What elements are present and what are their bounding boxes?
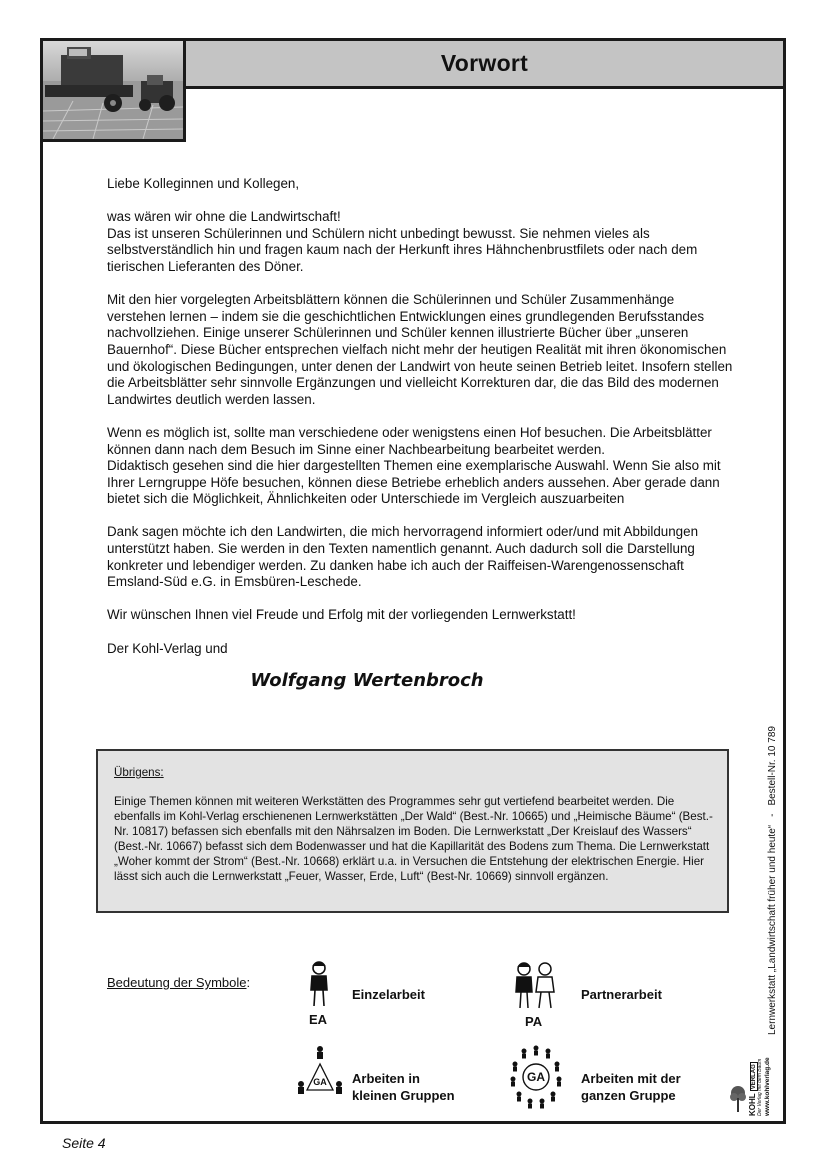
author-signature: Wolfgang Wertenbroch — [250, 670, 484, 691]
paragraph: Der Kohl-Verlag und — [107, 640, 228, 656]
pa-label: Partnerarbeit — [581, 987, 662, 1002]
page-number: Seite 4 — [62, 1135, 106, 1151]
note-text: Einige Themen können mit weiteren Werkstätten des Programmes sehr gut vertiefend bearbeitet werden. Die ebenfalls im Kohl-Verlag erschienenen Lernwerkstätten „Der Wald“ (Best.-Nr. 10665) und „Heimische Bäume“ (Best.-Nr. 10817) befassen sich ebenfalls mit den Nährsalzen im Boden. Die Lernwerkstatt „Der Kreislauf des Wassers“ (Best.-Nr. 10667) befasst sich dem Bodenwasser und hat die Kapillarität des Bodens zum Thema. Die Lernwerkstatt „Woher kommt der Strom“ (Best.-Nr. 10668) erklärt u.a. in Versuchen die Entstehung der elektrischen Energie. Hier lässt sich auch die Lernwerkstatt „Feuer, Wasser, Erde, Luft“ (Best-Nr. 10669) sinnvoll ergänzen. — [114, 795, 713, 883]
paragraph: Dank sagen möchte ich den Landwirten, die mich hervorragend informiert oder/und mit Abbildungen unterstützt haben. Sie werden in den Texten namentlich genannt. Auch dadurch soll die Darstellung konkreter und lebendiger werden. Zu danken habe ich auch der Raiffeisen-Warengenossenschaft Emsland-Süd e.G. in Emsbüren-Leschede. — [107, 524, 699, 590]
paragraph: Mit den hier vorgelegten Arbeitsblättern können die Schülerinnen und Schüler Zusammenhänge verstehen lernen – indem sie die geschichtlichen Entwicklungen eines grundlegenden Berufsstandes nachvollziehen. Einige unserer Schülerinnen und Schüler kennen illustrierte Bücher über „unseren Bauernhof“. Diese Bücher entsprechen vielfach nicht mehr der heutigen Realität mit ihren ökonomischen und ökologischen Bedingungen, unter denen der Landwirt von heute seinen Betrieb leitet. Insofern stellen die Arbeitsblätter sehr sinnvolle Ergänzungen und vielleicht Korrekturen dar, die das Bild des modernen Landwirtes deutlich werden lassen. — [107, 292, 733, 407]
publisher-url: www.kohlverlag.de — [764, 1057, 771, 1116]
side-caption: Lernwerkstatt „Landwirtschaft früher und heute“-Bestell-Nr. 10 789 — [767, 726, 778, 1035]
publisher-slogan: Der Verlag mit dem Baum — [757, 1058, 763, 1116]
small-group-abbr: GA — [313, 1077, 327, 1087]
paragraph: Wenn es möglich ist, sollte man verschiedene oder wenigstens einen Hof besuchen. Die Arbeitsblätter können dann nach dem Besuch im Sinne einer Nachbearbeitung bearbeitet werden. Didaktisch gesehen sind die hier dargestellten Themen eine exemplarische Auswahl. Wenn Sie also mit Ihrer Lerngruppe Höfe besuchen, können diese Betriebe erheblich anders aussehen. Aber gerade dann bietet sich die Möglichkeit, Ähnlichkeiten oder Unterschiede im Vergleich auszuarbeiten — [107, 424, 721, 507]
page-title: Vorwort — [440, 50, 529, 76]
legend-title: Bedeutung der Symbole: — [107, 975, 251, 990]
small-group-label: Arbeiten in kleinen Gruppen — [352, 1071, 455, 1103]
paragraph: Wir wünschen Ihnen viel Freude und Erfolg mit der vorliegenden Lernwerkstatt! — [107, 607, 576, 623]
foreword-body — [107, 176, 735, 674]
paragraph: Liebe Kolleginnen und Kollegen, — [107, 176, 300, 191]
pa-abbr: PA — [525, 1014, 543, 1029]
whole-group-icon — [510, 1044, 562, 1110]
harvester-photo — [40, 38, 186, 142]
title-bar — [183, 38, 786, 89]
tree-icon — [730, 1084, 746, 1114]
paragraph: was wären wir ohne die Landwirtschaft! Das ist unseren Schülerinnen und Schülern nicht unbedingt bewusst. Sie nehmen vieles als selbstverständlich hin und fragen kaum nach der Herkunft ihres Hähnchenbrustfilets oder nach dem tierischen Lieferanten des Döner. — [107, 209, 698, 274]
side-title: Lernwerkstatt „Landwirtschaft früher und heute“ — [767, 824, 778, 1035]
small-group-icon — [296, 1044, 344, 1102]
whole-group-label: Arbeiten mit der ganzen Gruppe — [581, 1071, 681, 1103]
partner-icon — [512, 960, 558, 1012]
order-number: Bestell-Nr. 10 789 — [767, 726, 778, 806]
note-box: Übrigens: Einige Themen können mit weiteren Werkstätten des Programmes sehr gut vertiefend bearbeitet werden. Die ebenfalls im Kohl-Verlag erschienenen Lernwerkstätten „Der Wald“ (Best.-Nr. 10665) und „Heimische Bäume“ (Best.-Nr. 10817) befassen sich ebenfalls mit den Nährsalzen im Boden. Die Lernwerkstatt „Der Kreislauf des Wassers“ (Best.-Nr. 10667) befasst sich dem Bodenwasser und hat die Kapillarität des Bodens zum Thema. Die Lernwerkstatt „Woher kommt der Strom“ (Best.-Nr. 10668) erklärt u.a. in Versuchen die Entstehung der elektrischen Energie. Hier lässt sich auch die Lernwerkstatt „Feuer, Wasser, Erde, Luft“ (Best-Nr. 10669) sinnvoll ergänzen. — [96, 749, 729, 913]
note-heading: Übrigens — [114, 766, 161, 779]
whole-group-abbr: GA — [527, 1070, 545, 1084]
single-person-icon — [305, 960, 333, 1010]
publisher-logo — [730, 1044, 771, 1116]
ea-abbr: EA — [309, 1012, 328, 1027]
ea-label: Einzelarbeit — [352, 987, 425, 1002]
publisher-name: KOHL VERLAG — [748, 1064, 757, 1116]
